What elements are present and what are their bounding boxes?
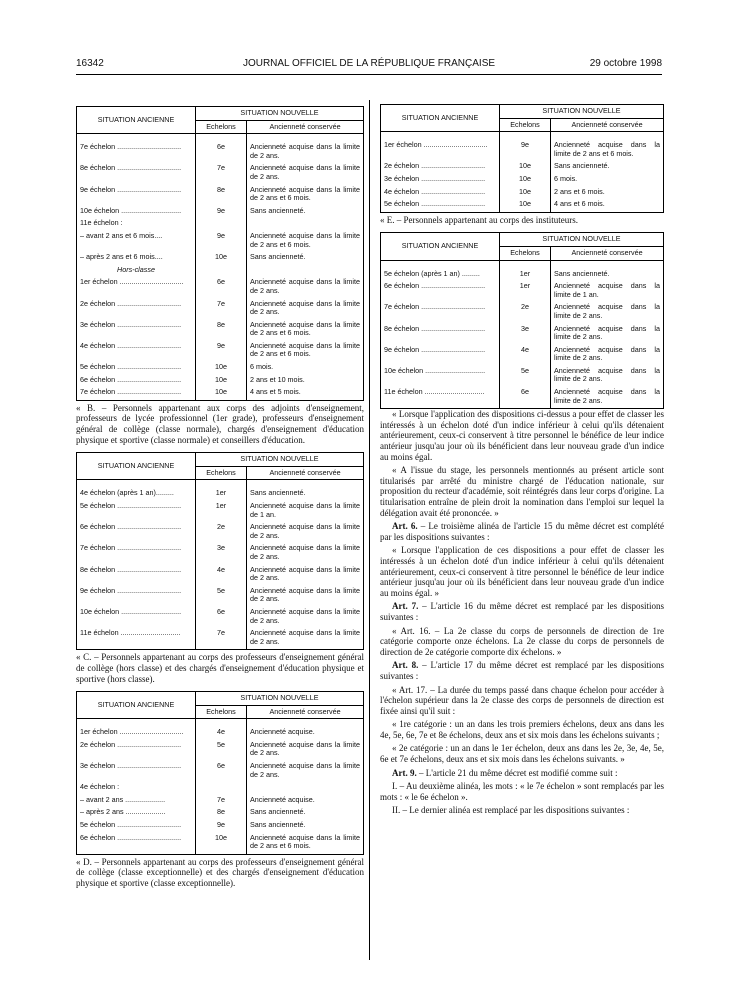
table-row	[77, 274, 364, 295]
old-echelon: 6e échelon ................................	[381, 278, 500, 299]
table-row	[77, 804, 364, 817]
anciennete-conservee	[247, 215, 364, 228]
anciennete-conservee: Ancienneté acquise dans la limite de 2 ans.	[554, 344, 660, 363]
right-column	[380, 104, 664, 819]
table-grade-d	[380, 104, 664, 213]
old-echelon: 8e échelon ................................	[381, 321, 500, 342]
new-echelon: 10e	[196, 359, 247, 372]
table-row	[381, 196, 664, 209]
table-row	[77, 215, 364, 228]
table-row	[381, 158, 664, 171]
table-row	[77, 779, 364, 792]
old-echelon: 9e échelon ................................	[381, 342, 500, 363]
new-echelon: 1er	[196, 498, 247, 519]
table-row	[381, 184, 664, 197]
header-anciennete: Ancienneté conservée	[247, 120, 364, 134]
situation-table	[380, 104, 664, 213]
table-row	[77, 338, 364, 359]
article-label: Art. 6.	[392, 521, 418, 532]
old-echelon: – avant 2 ans ....................	[77, 792, 196, 805]
table-row	[77, 372, 364, 385]
table-grade-a	[76, 106, 364, 401]
anciennete-conservee: Sans ancienneté.	[250, 252, 306, 262]
anciennete-conservee: Ancienneté acquise dans la limite de 2 ans.	[250, 277, 360, 295]
anciennete-conservee: Ancienneté acquise dans la limite de 2 ans et 6 mois.	[250, 230, 360, 249]
anciennete-conservee	[247, 262, 364, 275]
anciennete-conservee: Sans ancienneté.	[554, 161, 610, 171]
new-echelon: 9e	[500, 141, 551, 158]
anciennete-conservee: 4 ans et 5 mois.	[250, 387, 301, 397]
header-anciennete: Ancienneté conservée	[247, 705, 364, 719]
table-row	[77, 143, 364, 160]
anciennete-conservee: Sans ancienneté.	[250, 205, 306, 215]
table-row	[77, 384, 364, 397]
article-text: – L'article 21 du même décret est modifié comme suit :	[416, 767, 618, 778]
article-text: – L'article 16 du même décret est remplacé par les dispositions suivantes :	[380, 601, 664, 622]
old-echelon: 5e échelon ................................	[77, 359, 196, 372]
new-echelon: 10e	[500, 196, 551, 209]
new-echelon: 10e	[196, 830, 247, 851]
new-echelon: 6e	[196, 274, 247, 295]
anciennete-conservee: Ancienneté acquise dans la limite de 1 an.	[250, 501, 360, 519]
new-echelon: 10e	[196, 384, 247, 397]
anciennete-conservee: Ancienneté acquise dans la limite de 2 ans.	[250, 522, 360, 540]
header-rule	[76, 74, 662, 75]
article-label: Art. 9.	[392, 767, 417, 778]
old-echelon: 1er échelon ................................	[381, 141, 500, 158]
new-echelon	[196, 215, 247, 228]
new-echelon: 6e	[196, 604, 247, 625]
new-echelon: 10e	[196, 372, 247, 385]
table-row	[77, 203, 364, 216]
anciennete-conservee: Sans ancienneté.	[250, 820, 306, 830]
new-echelon: 7e	[196, 296, 247, 317]
old-echelon: 5e échelon ................................	[77, 817, 196, 830]
article-text: – Le troisième alinéa de l'article 15 du même décret est complété par les dispositions suivantes :	[380, 521, 664, 542]
old-echelon: 5e échelon ................................	[77, 498, 196, 519]
anciennete-conservee: Ancienneté acquise dans la limite de 2 ans.	[250, 606, 360, 625]
anciennete-conservee: 2 ans et 6 mois.	[554, 186, 605, 196]
new-echelon: 2e	[196, 519, 247, 540]
situation-table	[76, 691, 364, 855]
old-echelon: 4e échelon :	[77, 779, 196, 792]
old-echelon: 3e échelon ................................	[381, 171, 500, 184]
paragraph: « Art. 16. – La 2e classe du corps de personnels de direction de 1re catégorie comporte onze échelons. La 2e classe du corps de personnels de direction de 2e catégorie comporte dix échelons. »	[380, 625, 664, 657]
anciennete-conservee: Ancienneté acquise dans la limite de 2 ans et 6 mois.	[554, 140, 660, 158]
anciennete-conservee: Ancienneté acquise dans la limite de 2 ans et 6 mois.	[250, 832, 360, 851]
article-6	[380, 521, 664, 542]
header-situation-ancienne: SITUATION ANCIENNE	[381, 105, 500, 132]
new-echelon: 1er	[196, 489, 247, 498]
new-echelon: 7e	[196, 625, 247, 646]
old-echelon: 7e échelon ................................	[77, 540, 196, 561]
table-row	[381, 342, 664, 363]
table-row	[77, 489, 364, 498]
table-row	[77, 758, 364, 779]
old-echelon: 7e échelon ................................	[77, 143, 196, 160]
journal-title: JOURNAL OFFICIEL DE LA RÉPUBLIQUE FRANÇAISE	[242, 58, 496, 69]
header-situation-ancienne: SITUATION ANCIENNE	[381, 233, 500, 260]
paragraph: « Lorsque l'application de ces dispositions a pour effet de classer les intéressés à un échelon doté d'un indice inférieur à celui qu'ils détenaient antérieurement, ceux-ci conservent à titre personnel le bénéfice de leur indice antérieur jusqu'au jour où ils bénéficient dans leur nouveau grade d'un indice au moins égal. »	[380, 545, 664, 598]
anciennete-conservee: 4 ans et 6 mois.	[554, 199, 605, 209]
anciennete-conservee: Ancienneté acquise dans la limite de 2 ans et 6 mois.	[250, 184, 360, 203]
anciennete-conservee: Ancienneté acquise dans la limite de 2 ans.	[250, 739, 360, 758]
anciennete-conservee: Ancienneté acquise dans la limite de 2 ans.	[554, 323, 660, 342]
old-echelon: 11e échelon ..............................	[77, 625, 196, 646]
table-row	[77, 604, 364, 625]
new-echelon: 4e	[196, 728, 247, 737]
table-row	[381, 363, 664, 384]
table-row	[77, 519, 364, 540]
anciennete-conservee: 2 ans et 10 mois.	[250, 374, 305, 384]
table-row	[77, 228, 364, 249]
page-header	[76, 58, 662, 74]
header-situation-nouvelle: SITUATION NOUVELLE	[196, 107, 364, 121]
new-echelon: 2e	[500, 299, 551, 320]
anciennete-conservee: Ancienneté acquise dans la limite de 1 an.	[554, 281, 660, 299]
header-echelons: Echelons	[500, 118, 551, 132]
page-number: 16342	[76, 58, 104, 69]
anciennete-conservee: Sans ancienneté.	[250, 807, 306, 817]
left-column	[76, 106, 364, 896]
old-echelon: – après 2 ans ....................	[77, 804, 196, 817]
old-echelon: 7e échelon ................................	[381, 299, 500, 320]
article-label: Art. 8.	[392, 660, 419, 671]
new-echelon: 8e	[196, 317, 247, 338]
situation-table	[76, 452, 364, 650]
table-row	[77, 817, 364, 830]
table-row	[381, 278, 664, 299]
table-grade-e	[380, 232, 664, 409]
anciennete-conservee: Ancienneté acquise dans la limite de 2 ans.	[250, 564, 360, 583]
header-anciennete: Ancienneté conservée	[551, 118, 664, 132]
new-echelon: 1er	[500, 278, 551, 299]
header-situation-nouvelle: SITUATION NOUVELLE	[196, 692, 364, 706]
situation-table	[76, 106, 364, 401]
table-row	[77, 182, 364, 203]
anciennete-conservee: Sans ancienneté.	[554, 268, 610, 278]
paragraph: « 2e catégorie : un an dans le 1er échelon, deux ans dans les 2e, 3e, 4e, 5e, 6e et 7e échelons, deux ans et six mois dans les échelons suivants. »	[380, 743, 664, 765]
paragraph: II. – Le dernier alinéa est remplacé par les dispositions suivantes :	[392, 805, 630, 816]
new-echelon: 10e	[500, 171, 551, 184]
old-echelon: 10e échelon ..............................	[77, 604, 196, 625]
paragraph: « Lorsque l'application des dispositions ci-dessus a pour effet de classer les intéressés à un échelon doté d'un indice inférieur à celui qu'ils détenaient antérieurement, ceux-ci conservent à titre personnel le bénéfice de leur indice antérieur jusqu'au jour où ils bénéficient dans leur nouveau grade d'un indice au moins égal.	[380, 409, 664, 462]
new-echelon: 8e	[196, 804, 247, 817]
note-e: « E. – Personnels appartenant au corps des instituteurs.	[380, 214, 578, 225]
old-echelon: 10e échelon ..............................	[77, 203, 196, 216]
old-echelon: 10e échelon ..............................	[381, 363, 500, 384]
table-row	[77, 737, 364, 758]
note-c: « C. – Personnels appartenant au corps des professeurs d'enseignement général de collège (hors classe) et des chargés d'enseignement d'éducation physique et sportive (hors classe).	[76, 652, 364, 684]
old-echelon: – après 2 ans et 6 mois....	[77, 249, 196, 262]
new-echelon: 5e	[500, 363, 551, 384]
anciennete-conservee: Ancienneté acquise dans la limite de 2 ans.	[250, 163, 360, 181]
old-echelon: 1er échelon ................................	[77, 728, 196, 737]
table-grade-b	[76, 452, 364, 650]
anciennete-conservee	[247, 779, 364, 792]
old-echelon: 9e échelon ................................	[77, 182, 196, 203]
anciennete-conservee: Ancienneté acquise.	[250, 727, 315, 737]
old-echelon: 11e échelon :	[77, 215, 196, 228]
header-situation-nouvelle: SITUATION NOUVELLE	[500, 233, 664, 247]
paragraph: « 1re catégorie : un an dans les trois premiers échelons, deux ans dans les 4e, 5e, 6e, 7e et 8e échelons, deux ans et six mois dans les échelons suivants ;	[380, 719, 664, 740]
new-echelon: 9e	[196, 338, 247, 359]
old-echelon: 8e échelon ................................	[77, 562, 196, 583]
header-anciennete: Ancienneté conservée	[551, 246, 664, 260]
old-echelon: 5e échelon ................................	[381, 196, 500, 209]
header-situation-nouvelle: SITUATION NOUVELLE	[500, 105, 664, 119]
new-echelon: 1er	[500, 270, 551, 279]
new-echelon: 5e	[196, 737, 247, 758]
publication-date: 29 octobre 1998	[589, 58, 662, 69]
old-echelon: 2e échelon ................................	[381, 158, 500, 171]
new-echelon: 6e	[500, 384, 551, 405]
table-row	[77, 249, 364, 262]
anciennete-conservee: Ancienneté acquise dans la limite de 2 ans.	[250, 761, 360, 779]
column-rule	[369, 100, 370, 960]
old-echelon: 3e échelon ................................	[77, 758, 196, 779]
header-situation-ancienne: SITUATION ANCIENNE	[77, 692, 196, 719]
old-echelon: 3e échelon ................................	[77, 317, 196, 338]
new-echelon: 10e	[500, 158, 551, 171]
old-echelon: 2e échelon ................................	[77, 737, 196, 758]
old-echelon: 4e échelon (après 1 an).........	[77, 489, 196, 498]
header-echelons: Echelons	[196, 705, 247, 719]
old-echelon: 2e échelon ................................	[77, 296, 196, 317]
anciennete-conservee: 6 mois.	[554, 173, 578, 183]
new-echelon: 9e	[196, 817, 247, 830]
new-echelon: 9e	[196, 203, 247, 216]
anciennete-conservee: Ancienneté acquise dans la limite de 2 ans.	[554, 387, 660, 405]
article-text: – L'article 17 du même décret est remplacé par les dispositions suivantes :	[380, 660, 664, 681]
article-7	[380, 601, 664, 622]
table-row	[77, 498, 364, 519]
table-row	[77, 792, 364, 805]
table-row	[381, 384, 664, 405]
old-echelon: 4e échelon ................................	[77, 338, 196, 359]
new-echelon: 7e	[196, 792, 247, 805]
header-anciennete: Ancienneté conservée	[247, 466, 364, 480]
table-row	[77, 359, 364, 372]
table-row	[381, 321, 664, 342]
anciennete-conservee: Ancienneté acquise dans la limite de 2 ans.	[250, 298, 360, 317]
header-situation-ancienne: SITUATION ANCIENNE	[77, 453, 196, 480]
new-echelon: 10e	[196, 249, 247, 262]
old-echelon: 4e échelon ................................	[381, 184, 500, 197]
table-row	[77, 583, 364, 604]
new-echelon	[196, 262, 247, 275]
paragraph: I. – Au deuxième alinéa, les mots : « le 7e échelon » sont remplacés par les mots : « le 6e échelon ».	[380, 781, 664, 802]
table-row	[77, 262, 364, 275]
table-row	[381, 141, 664, 158]
new-echelon: 7e	[196, 160, 247, 181]
header-situation-ancienne: SITUATION ANCIENNE	[77, 107, 196, 134]
article-9	[380, 768, 664, 779]
old-echelon: Hors-classe	[77, 262, 196, 275]
table-row	[77, 562, 364, 583]
new-echelon: 4e	[500, 342, 551, 363]
anciennete-conservee: Ancienneté acquise dans la limite de 2 ans.	[250, 543, 360, 561]
old-echelon: 8e échelon ................................	[77, 160, 196, 181]
old-echelon: 7e échelon ................................	[77, 384, 196, 397]
new-echelon: 10e	[500, 184, 551, 197]
anciennete-conservee: Ancienneté acquise dans la limite de 2 ans et 6 mois.	[250, 319, 360, 338]
header-echelons: Echelons	[196, 120, 247, 134]
anciennete-conservee: Ancienneté acquise dans la limite de 2 ans.	[554, 365, 660, 384]
anciennete-conservee: Ancienneté acquise dans la limite de 2 ans.	[250, 585, 360, 604]
new-echelon: 6e	[196, 758, 247, 779]
table-row	[77, 830, 364, 851]
situation-table	[380, 232, 664, 409]
old-echelon: 1er échelon ................................	[77, 274, 196, 295]
new-echelon	[196, 779, 247, 792]
header-echelons: Echelons	[500, 246, 551, 260]
header-situation-nouvelle: SITUATION NOUVELLE	[196, 453, 364, 467]
paragraph: « Art. 17. – La durée du temps passé dans chaque échelon pour accéder à l'échelon supérieur dans la 2e classe des corps de personnels de direction est fixée ainsi qu'il suit :	[380, 684, 664, 716]
old-echelon: 11e échelon ..............................	[381, 384, 500, 405]
old-echelon: 6e échelon ................................	[77, 519, 196, 540]
table-row	[77, 540, 364, 561]
table-row	[77, 296, 364, 317]
anciennete-conservee: Ancienneté acquise dans la limite de 2 ans.	[554, 302, 660, 320]
table-row	[77, 625, 364, 646]
table-row	[77, 160, 364, 181]
anciennete-conservee: Ancienneté acquise.	[250, 794, 315, 804]
old-echelon: 5e échelon (après 1 an) .........	[381, 270, 500, 279]
table-row	[381, 171, 664, 184]
new-echelon: 5e	[196, 583, 247, 604]
old-echelon: – avant 2 ans et 6 mois....	[77, 228, 196, 249]
article-label: Art. 7.	[392, 601, 419, 612]
anciennete-conservee: Ancienneté acquise dans la limite de 2 ans et 6 mois.	[250, 340, 360, 359]
new-echelon: 4e	[196, 562, 247, 583]
anciennete-conservee: Ancienneté acquise dans la limite de 2 ans.	[250, 142, 360, 160]
anciennete-conservee: Sans ancienneté.	[250, 488, 306, 498]
anciennete-conservee: Ancienneté acquise dans la limite de 2 ans.	[250, 628, 360, 646]
article-8	[380, 660, 664, 681]
anciennete-conservee: 6 mois.	[250, 362, 274, 372]
table-row	[77, 728, 364, 737]
new-echelon: 3e	[500, 321, 551, 342]
old-echelon: 6e échelon ................................	[77, 830, 196, 851]
new-echelon: 8e	[196, 182, 247, 203]
header-echelons: Echelons	[196, 466, 247, 480]
paragraph: « A l'issue du stage, les personnels mentionnés au présent article sont titularisés par arrêté du ministre chargé de l'éducation nationale, sur proposition du recteur d'académie, soit réintégrés dans leur corps d'origine. La titularisation entraîne de plein droit la nomination dans l'emploi sur lequel la délégation avait été prononcée. »	[380, 465, 664, 518]
old-echelon: 6e échelon ................................	[77, 372, 196, 385]
note-d: « D. – Personnels appartenant au corps des professeurs d'enseignement général de collège (classe exceptionnelle) et des chargés d'enseignement d'éducation physique et sportive (classe exceptionnelle).	[76, 856, 364, 888]
new-echelon: 6e	[196, 143, 247, 160]
table-row	[381, 299, 664, 320]
old-echelon: 9e échelon ................................	[77, 583, 196, 604]
note-b: « B. – Personnels appartenant aux corps des adjoints d'enseignement, professeurs de lycée professionnel (1er grade), professeurs d'enseignement général de collège (classe normale), chargés d'enseignement d'éducation physique et sportive (classe normale) et conseillers d'éducation.	[76, 402, 364, 445]
table-row	[77, 317, 364, 338]
table-grade-c	[76, 691, 364, 855]
new-echelon: 9e	[196, 228, 247, 249]
new-echelon: 3e	[196, 540, 247, 561]
table-row	[381, 270, 664, 279]
